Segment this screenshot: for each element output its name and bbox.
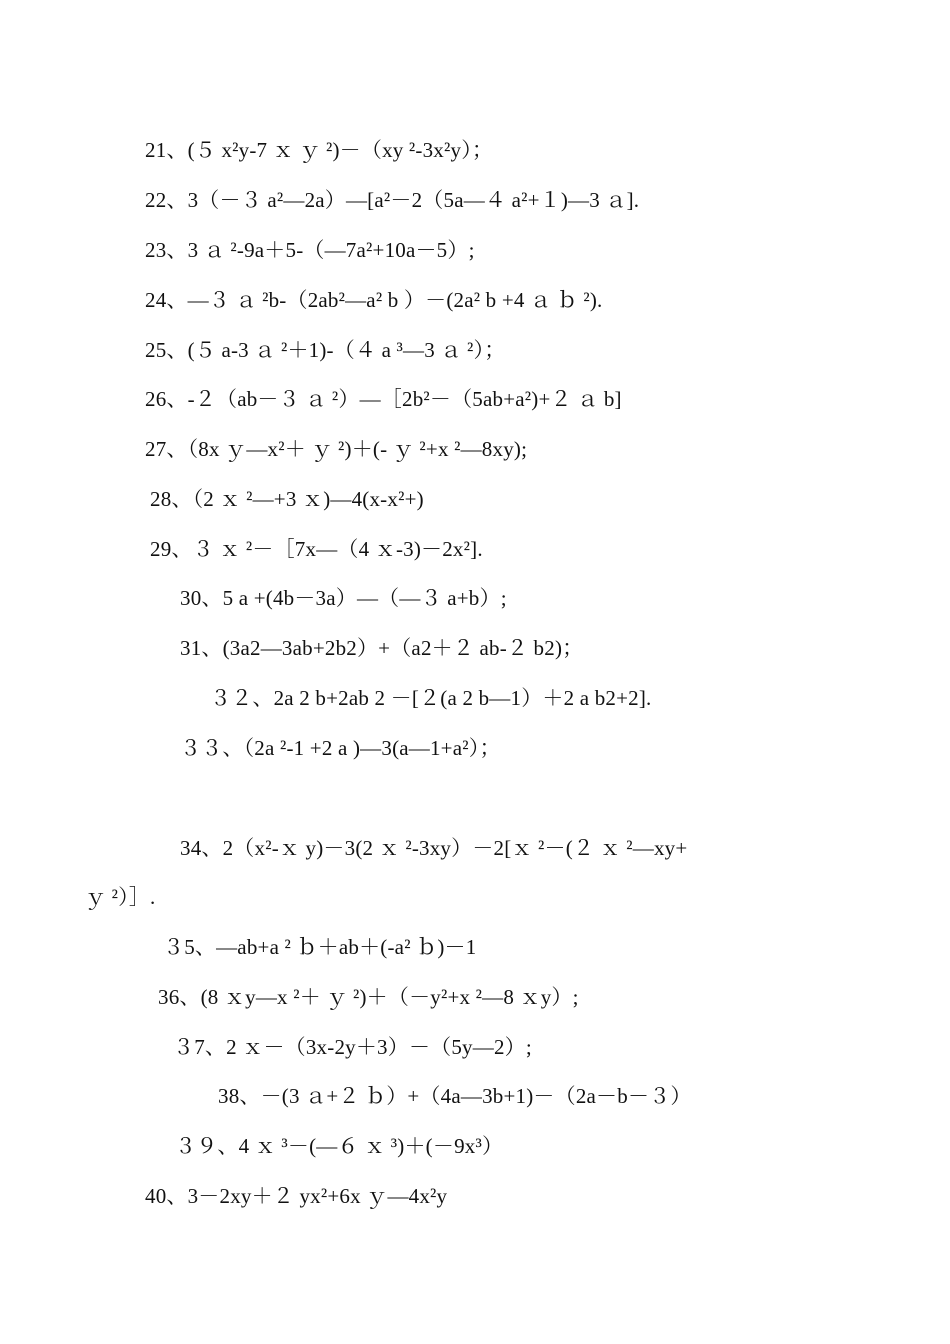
problem-34-continuation: ｙ ²）］. [85,885,156,909]
problem-34: 34、2（x²-ｘ y)－3(2 ｘ ²-3xy）－2[ｘ ²－(２ ｘ ²—xy+ [180,836,688,860]
problem-29: 29、３ ｘ ²－［7x—（4 ｘ-3)－2x²]. [150,537,483,561]
problem-27: 27、（8x ｙ—x²＋ ｙ ²)＋(- ｙ ²+x ²—8xy); [145,437,528,461]
problem-35: ３5、—ab+a ² ｂ＋ab＋(-a² ｂ)－1 [163,935,477,959]
problem-24: 24、—３ ａ ²b-（2ab²—a² b ）－(2a² b +4 ａ ｂ ²). [145,288,603,312]
problem-38: 38、－(3 ａ+２ ｂ）+（4a—3b+1)－（2a－b－３） [218,1084,692,1108]
problem-32: ３２、2a 2 b+2ab 2 －[２(a 2 b—1）＋2 a b2+2]. [210,686,652,710]
problem-30: 30、5 a +(4b－3a）—（—３ a+b）; [180,586,507,610]
problem-40: 40、3－2xy＋２ yx²+6x ｙ—4x²y [145,1184,448,1208]
problem-33: ３３、（2a ²-1 +2 a )—3(a—1+a²）； [180,736,501,760]
problem-23: 23、3 ａ ²-9a＋5-（—7a²+10a－5）; [145,238,475,262]
problem-21: 21、(５ x²y-7 ｘ ｙ ²)－（xy ²-3x²y）； [145,138,494,162]
problem-39: ３９、4 ｘ ³－(—６ ｘ ³)＋(－9x³） [175,1134,504,1158]
problem-31: 31、(3a2—3ab+2b2）+（a2＋２ ab-２ b2)； [180,636,584,660]
problem-28: 28、（2 ｘ ²—+3 ｘ)—4(x-x²+) [150,487,424,511]
problem-25: 25、(５ a-3 ａ ²＋1)-（４ a ³—3 ａ ²）； [145,338,506,362]
problem-26: 26、-２（ab－３ ａ ²）—［2b²－（5ab+a²)+２ ａ b] [145,387,622,411]
problem-22: 22、3（－３ a²—2a）—[a²－2（5a—４ a²+１)—3 ａ]. [145,188,640,212]
problem-36: 36、(8 ｘy—x ²＋ ｙ ²)＋（－y²+x ²—8 ｘy）; [158,985,579,1009]
problem-37: ３7、2 ｘ－（3x-2y＋3）－（5y—2）; [173,1035,532,1059]
